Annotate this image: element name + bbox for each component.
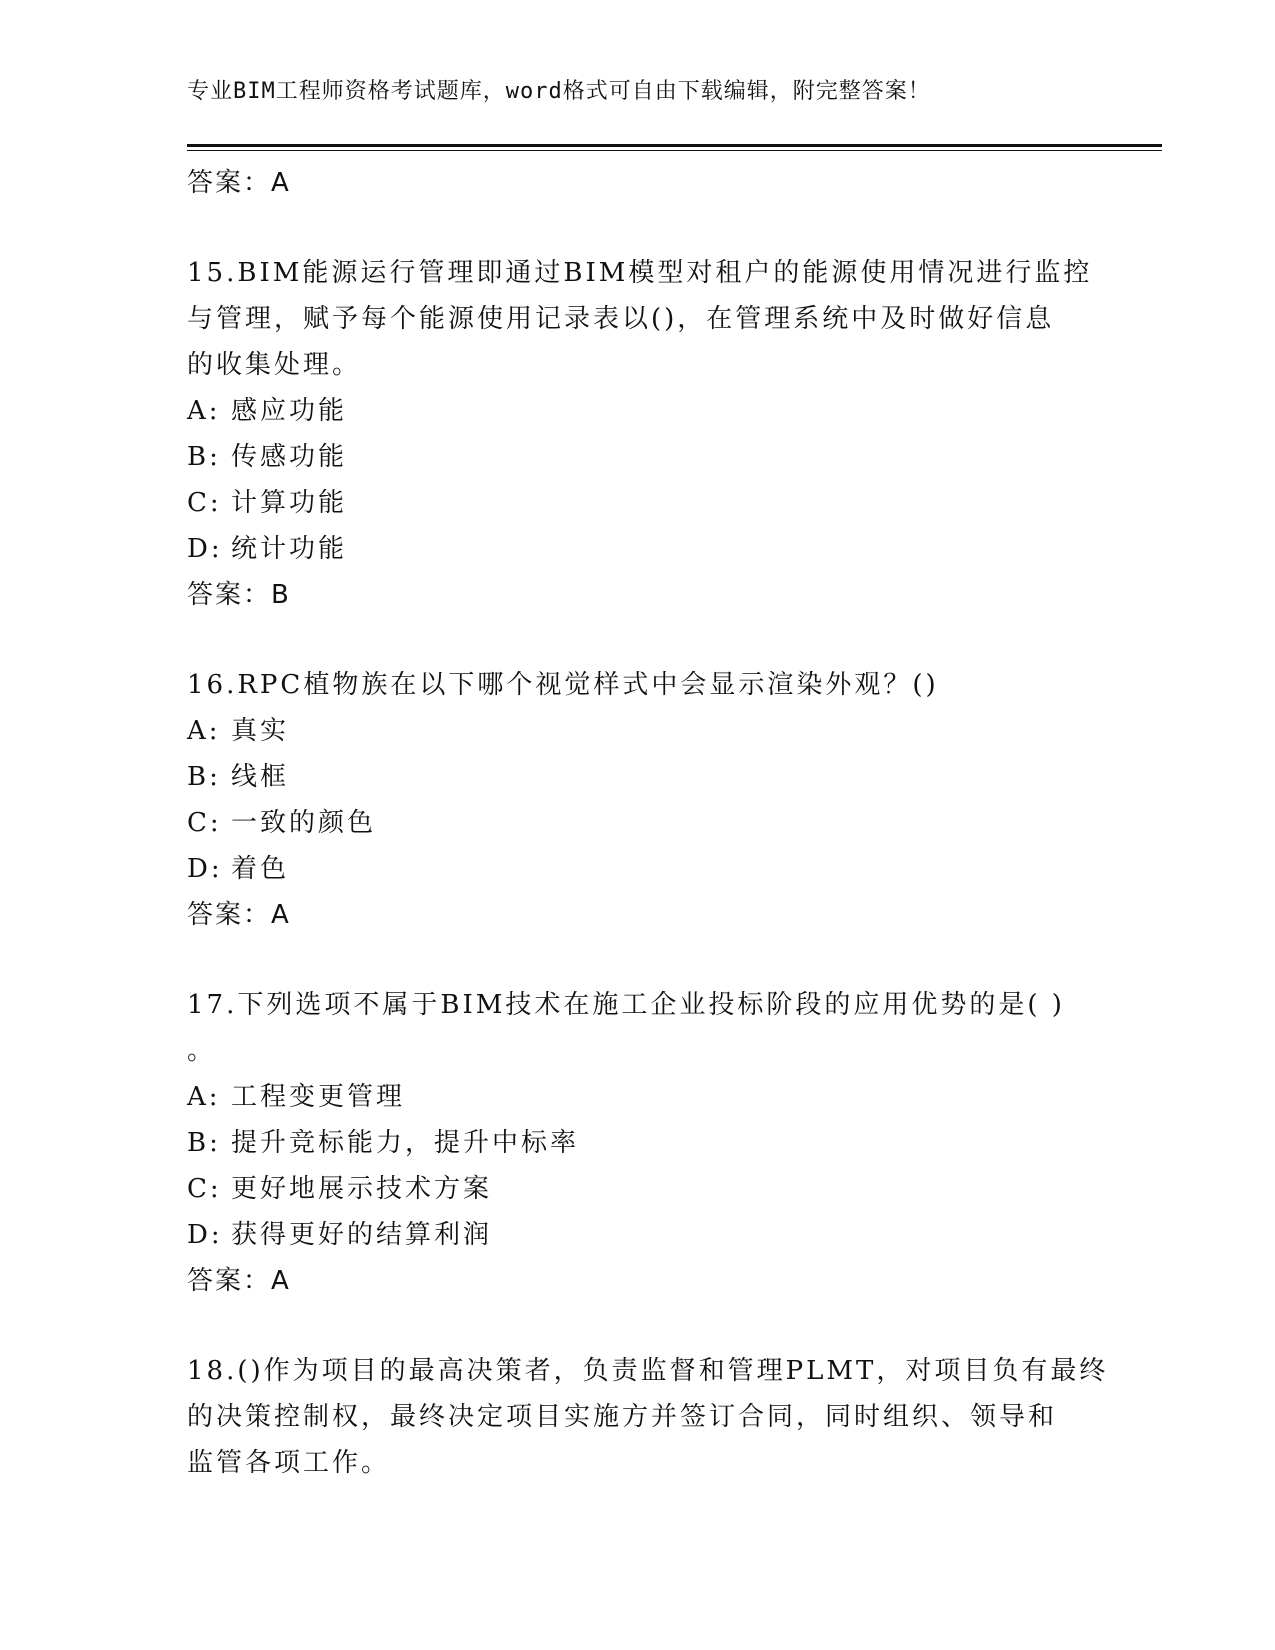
option-key: A: (187, 1082, 221, 1112)
question-text-line: 18.()作为项目的最高决策者，负责监督和管理PLMT，对项目负有最终 (187, 1356, 1109, 1386)
option-text: 获得更好的结算利润 (231, 1220, 493, 1250)
option-key: B: (187, 762, 221, 792)
option-c (187, 480, 1087, 526)
option-d (187, 846, 1087, 892)
option-text: 更好地展示技术方案 (231, 1174, 493, 1204)
question-text-line: 17.下列选项不属于BIM技术在施工企业投标阶段的应用优势的是( ) (187, 990, 1065, 1020)
option-key: A: (187, 396, 221, 426)
question-text-line: 。 (187, 1036, 217, 1066)
option-key: C: (187, 488, 222, 518)
option-key: C: (187, 808, 222, 838)
option-b (187, 754, 1087, 800)
option-d (187, 526, 1087, 572)
option-b (187, 1120, 1087, 1166)
previous-answer-block (187, 160, 1087, 206)
header-divider-thin (187, 150, 1162, 151)
option-key: D: (187, 1220, 223, 1250)
answer-line: 答案：B (187, 580, 291, 610)
answer-line: 答案：A (187, 168, 291, 198)
document-body (187, 160, 1109, 1530)
option-text: 统计功能 (231, 534, 348, 564)
option-text: 线框 (231, 762, 290, 792)
question-16 (187, 662, 1087, 938)
answer-line: 答案：A (187, 1266, 291, 1296)
option-key: A: (187, 716, 221, 746)
question-text-line: 的决策控制权，最终决定项目实施方并签订合同，同时组织、领导和 (187, 1402, 1058, 1432)
header-title: 专业BIM工程师资格考试题库，word格式可自由下载编辑，附完整答案！ (187, 79, 931, 104)
option-key: B: (187, 1128, 221, 1158)
option-text: 一致的颜色 (231, 808, 377, 838)
option-a (187, 1074, 1087, 1120)
question-17 (187, 982, 1087, 1304)
option-c (187, 800, 1087, 846)
option-d (187, 1212, 1087, 1258)
question-text-line: 16.RPC植物族在以下哪个视觉样式中会显示渲染外观？() (187, 670, 939, 700)
option-a (187, 708, 1087, 754)
answer-line: 答案：A (187, 900, 291, 930)
option-a (187, 388, 1087, 434)
question-text-line: 15.BIM能源运行管理即通过BIM模型对租户的能源使用情况进行监控 (187, 258, 1093, 288)
question-text-line: 监管各项工作。 (187, 1448, 391, 1478)
question-18 (187, 1348, 1109, 1486)
option-key: D: (187, 854, 223, 884)
option-key: D: (187, 534, 223, 564)
option-text: 工程变更管理 (231, 1082, 406, 1112)
question-text-line: 与管理，赋予每个能源使用记录表以()，在管理系统中及时做好信息 (187, 304, 1055, 334)
option-c (187, 1166, 1087, 1212)
option-key: B: (187, 442, 221, 472)
option-text: 传感功能 (231, 442, 348, 472)
question-15 (187, 250, 1093, 618)
header-divider (187, 144, 1162, 147)
option-key: C: (187, 1174, 222, 1204)
option-text: 提升竞标能力，提升中标率 (231, 1128, 580, 1158)
option-text: 真实 (231, 716, 290, 746)
option-text: 感应功能 (231, 396, 348, 426)
option-text: 计算功能 (231, 488, 348, 518)
option-b (187, 434, 1087, 480)
question-text-line: 的收集处理。 (187, 350, 362, 380)
option-text: 着色 (231, 854, 290, 884)
